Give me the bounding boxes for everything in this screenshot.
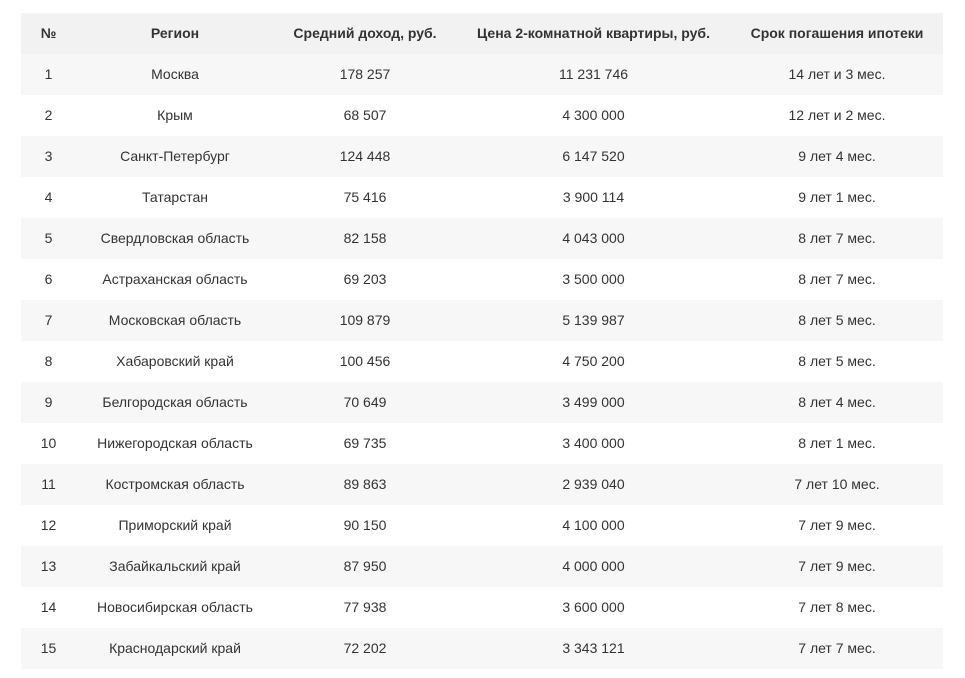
cell-number: 12 [21,505,76,546]
table-row [21,587,943,628]
table-body [21,54,943,669]
cell-price: 4 000 000 [456,546,731,587]
table-row [21,505,943,546]
cell-price: 3 499 000 [456,382,731,423]
cell-region: Нижегородская область [76,423,274,464]
cell-region: Крым [76,95,274,136]
table-row [21,218,943,259]
mortgage-table [21,13,943,669]
cell-term: 7 лет 8 мес. [731,587,943,628]
cell-number: 13 [21,546,76,587]
cell-income: 90 150 [274,505,456,546]
cell-region: Новосибирская область [76,587,274,628]
table-row [21,177,943,218]
cell-region: Хабаровский край [76,341,274,382]
cell-price: 4 750 200 [456,341,731,382]
cell-term: 8 лет 5 мес. [731,300,943,341]
table-row [21,136,943,177]
cell-price: 11 231 746 [456,54,731,95]
cell-price: 4 300 000 [456,95,731,136]
cell-price: 3 500 000 [456,259,731,300]
table-row [21,382,943,423]
cell-term: 8 лет 7 мес. [731,218,943,259]
cell-term: 12 лет и 2 мес. [731,95,943,136]
cell-income: 75 416 [274,177,456,218]
cell-number: 9 [21,382,76,423]
table-row [21,95,943,136]
cell-income: 124 448 [274,136,456,177]
header-region: Регион [76,13,274,54]
cell-number: 15 [21,628,76,669]
mortgage-table-container [21,13,943,669]
cell-region: Татарстан [76,177,274,218]
table-row [21,54,943,95]
cell-region: Санкт-Петербург [76,136,274,177]
cell-number: 7 [21,300,76,341]
cell-income: 68 507 [274,95,456,136]
cell-income: 82 158 [274,218,456,259]
cell-number: 1 [21,54,76,95]
table-row [21,300,943,341]
cell-income: 178 257 [274,54,456,95]
cell-region: Забайкальский край [76,546,274,587]
cell-term: 7 лет 7 мес. [731,628,943,669]
cell-price: 3 400 000 [456,423,731,464]
cell-income: 89 863 [274,464,456,505]
cell-number: 11 [21,464,76,505]
cell-region: Астраханская область [76,259,274,300]
cell-price: 4 100 000 [456,505,731,546]
cell-term: 8 лет 4 мес. [731,382,943,423]
cell-term: 8 лет 1 мес. [731,423,943,464]
cell-income: 77 938 [274,587,456,628]
cell-income: 72 202 [274,628,456,669]
cell-region: Белгородская область [76,382,274,423]
cell-income: 70 649 [274,382,456,423]
cell-number: 3 [21,136,76,177]
cell-region: Москва [76,54,274,95]
header-number: № [21,13,76,54]
cell-number: 8 [21,341,76,382]
cell-price: 4 043 000 [456,218,731,259]
cell-region: Костромская область [76,464,274,505]
cell-term: 9 лет 1 мес. [731,177,943,218]
header-average-income: Средний доход, руб. [274,13,456,54]
cell-income: 69 203 [274,259,456,300]
table-row [21,546,943,587]
header-mortgage-term: Срок погашения ипотеки [731,13,943,54]
cell-term: 7 лет 10 мес. [731,464,943,505]
cell-term: 14 лет и 3 мес. [731,54,943,95]
table-row [21,259,943,300]
cell-number: 6 [21,259,76,300]
cell-income: 109 879 [274,300,456,341]
cell-region: Приморский край [76,505,274,546]
cell-price: 3 600 000 [456,587,731,628]
cell-number: 4 [21,177,76,218]
cell-term: 7 лет 9 мес. [731,505,943,546]
table-header [21,13,943,54]
cell-term: 8 лет 5 мес. [731,341,943,382]
table-row [21,464,943,505]
cell-region: Краснодарский край [76,628,274,669]
cell-number: 14 [21,587,76,628]
cell-price: 2 939 040 [456,464,731,505]
table-row [21,423,943,464]
cell-region: Московская область [76,300,274,341]
cell-price: 5 139 987 [456,300,731,341]
cell-income: 87 950 [274,546,456,587]
cell-number: 5 [21,218,76,259]
cell-region: Свердловская область [76,218,274,259]
cell-price: 6 147 520 [456,136,731,177]
cell-number: 10 [21,423,76,464]
cell-income: 69 735 [274,423,456,464]
cell-term: 7 лет 9 мес. [731,546,943,587]
cell-term: 8 лет 7 мес. [731,259,943,300]
table-row [21,341,943,382]
table-row [21,628,943,669]
header-apartment-price: Цена 2-комнатной квартиры, руб. [456,13,731,54]
cell-price: 3 900 114 [456,177,731,218]
cell-income: 100 456 [274,341,456,382]
header-row [21,13,943,54]
cell-term: 9 лет 4 мес. [731,136,943,177]
cell-number: 2 [21,95,76,136]
cell-price: 3 343 121 [456,628,731,669]
